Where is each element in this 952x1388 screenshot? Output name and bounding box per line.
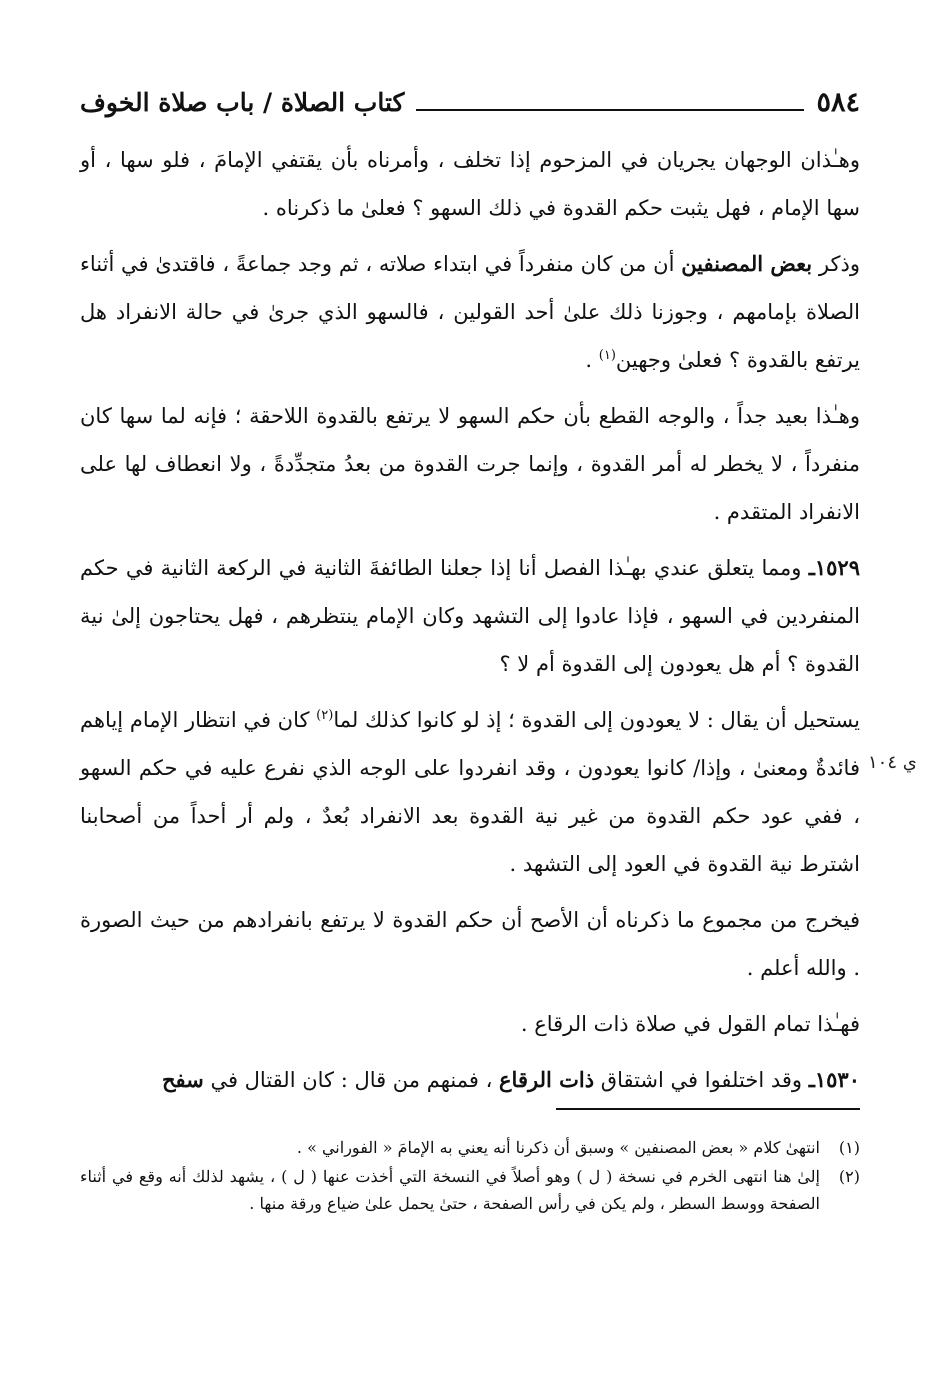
footnote-ref: (١) <box>598 348 616 363</box>
footnote-rule <box>556 1108 860 1110</box>
running-title: كتاب الصلاة / باب صلاة الخوف <box>80 88 405 117</box>
paragraph-text: وهـٰذا بعيد جداً ، والوجه القطع بأن حكم السهو لا يرتفع بالقدوة اللاحقة ؛ فإنه لما سها كان منفرداً ، لا يخطر له أمر القدوة ، وإنما جرت القدوة من بعدُ متجدِّدةً ، ولا انعطاف لها على الانفراد المتقدم . <box>80 404 860 524</box>
paragraph-2 <box>80 240 860 384</box>
manuscript-folio-note: ي ١٠٤ <box>868 752 917 773</box>
paragraph-7 <box>80 1000 860 1048</box>
paragraph-5 <box>80 696 860 888</box>
paragraph-text: كان في انتظار الإمام إياهم فائدةٌ ومعنىٰ ، وإذا/ كانوا يعودون ، وقد انفردوا على الوجه الذي نفرع عليه في حكم السهو ، ففي عود حكم القدوة من غير نية القدوة بعد الانفراد بُعدٌ ، ولم أر أحداً من أصحابنا اشترط نية القدوة في العود إلى التشهد . <box>80 708 860 876</box>
paragraph-text: أن من كان منفرداً في ابتداء صلاته ، ثم وجد جماعةً ، فاقتدىٰ في أثناء الصلاة بإمامهم ، وجوزنا ذلك علىٰ أحد القولين ، فالسهو الذي جرىٰ في حالة الانفراد هل يرتفع بالقدوة ؟ فعلىٰ وجهين <box>80 252 860 372</box>
paragraph-text: يستحيل أن يقال : لا يعودون إلى القدوة ؛ إذ لو كانوا كذلك لما <box>333 708 860 732</box>
paragraph-3 <box>80 392 860 536</box>
footnote-label: (١) <box>838 1138 860 1157</box>
footnote-text: انتهىٰ كلام « بعض المصنفين » وسبق أن ذكرنا أنه يعني به الإمامَ « الفوراني » . <box>296 1138 820 1157</box>
bold-term: سفح <box>162 1067 204 1092</box>
issue-number: ١٥٢٩ـ <box>808 555 860 580</box>
paragraph-text: وذكر <box>812 252 860 276</box>
header-rule <box>416 109 804 111</box>
footnote <box>80 1163 860 1217</box>
footnotes <box>80 1134 860 1219</box>
bold-term: ذات الرقاع <box>499 1067 595 1092</box>
page-number: ٥٨٤ <box>816 87 860 118</box>
paragraph-text: ومما يتعلق عندي بهـٰذا الفصل أنا إذا جعلنا الطائفةَ الثانية في الركعة الثانية في حكم المنفردين في السهو ، فإذا عادوا إلى التشهد وكان الإمام ينتظرهم ، فهل يحتاجون إلىٰ نية القدوة ؟ أم هل يعودون إلى القدوة أم لا ؟ <box>80 556 860 676</box>
paragraph-1 <box>80 136 860 232</box>
footnote-label: (٢) <box>838 1167 860 1186</box>
paragraph-6 <box>80 896 860 992</box>
paragraph-text: فيخرج من مجموع ما ذكرناه أن الأصح أن حكم القدوة لا يرتفع بانفرادهم من حيث الصورة . والله أعلم . <box>80 908 860 980</box>
paragraph-text: وقد اختلفوا في اشتقاق <box>594 1068 809 1092</box>
footnote-ref: (٢) <box>316 708 334 723</box>
paragraph-text: ، فمنهم من قال : كان القتال في <box>203 1068 500 1092</box>
paragraph-text: وهـٰذان الوجهان يجريان في المزحوم إذا تخلف ، وأمرناه بأن يقتفي الإمامَ ، فلو سها ، أو سها الإمام ، فهل يثبت حكم القدوة في ذلك السهو ؟ فعلىٰ ما ذكرناه . <box>80 148 860 220</box>
paragraph-text: فهـٰذا تمام القول في صلاة ذات الرقاع . <box>520 1012 860 1036</box>
bold-term: بعض المصنفين <box>681 251 813 276</box>
footnote <box>80 1134 860 1161</box>
paragraph-text: . <box>585 348 599 372</box>
footnote-text: إلىٰ هنا انتهى الخرم في نسخة ( ل ) وهو أصلاً في النسخة التي أخذت عنها ( ل ) ، يشهد لذلك أنه وقع في أثناء الصفحة ووسط السطر ، ولم يكن في رأس الصفحة ، حتىٰ يحمل علىٰ ضياع ورقة منها . <box>80 1167 820 1213</box>
issue-1530 <box>80 1056 860 1104</box>
issue-1529 <box>80 544 860 688</box>
main-text <box>80 136 860 1112</box>
issue-number: ١٥٣٠ـ <box>808 1067 860 1092</box>
page-header <box>80 82 860 118</box>
